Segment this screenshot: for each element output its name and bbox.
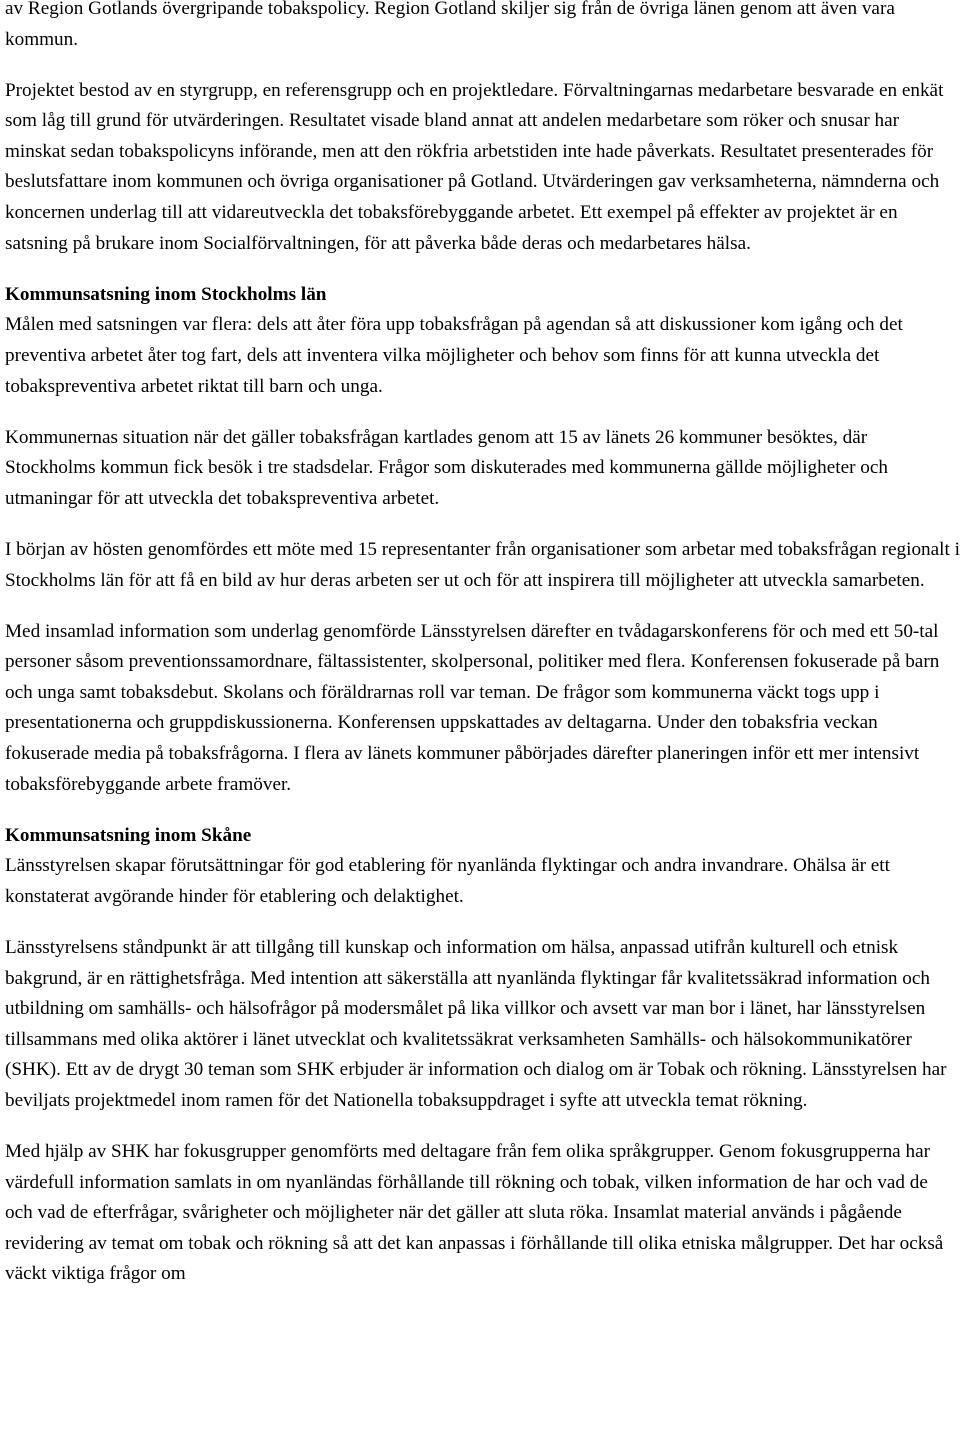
section-stockholm	[5, 280, 960, 402]
paragraph-stockholm-conference: Med insamlad information som underlag genomförde Länsstyrelsen därefter en tvådagarskonferens för och med ett 50-tal personer såsom preventionssamordnare, fältassistenter, skolpersonal, politiker med flera. Konferensen fokuserade på barn och unga samt tobaksdebut. Skolans och föräldrarnas roll var teman. De frågor som kommunerna väckt togs upp i presentationerna och gruppdiskussionerna. Konferensen uppskattades av deltagarna. Under den tobaksfria veckan fokuserade media på tobaksfrågorna. I flera av länets kommuner påbörjades därefter planeringen inför ett mer intensivt tobaksförebyggande arbete framöver.	[5, 620, 940, 795]
section-heading-stockholm: Kommunsatsning inom Stockholms län	[5, 283, 327, 305]
paragraph-gotland-project: Projektet bestod av en styrgrupp, en referensgrupp och en projektledare. Förvaltningarnas medarbetare besvarade en enkät som låg till grund för utvärderingen. Resultatet visade bland annat att andelen medarbetare som röker och snusar har minskat sedan tobakspolicyns införande, men att den rökfria arbetstiden inte hade påverkats. Resultatet presenterades för beslutsfattare inom kommunen och övriga organisationer på Gotland. Utvärderingen gav verksamheterna, nämnderna och koncernen underlag till att vidareutveckla det tobaksförebyggande arbetet. Ett exempel på effekter av projektet är en satsning på brukare inom Socialförvaltningen, för att påverka både deras och medarbetares hälsa.	[5, 79, 944, 254]
paragraph-stockholm-goals: Målen med satsningen var flera: dels att åter föra upp tobaksfrågan på agendan så att diskussioner kom igång och det preventiva arbetet åter tog fart, dels att inventera vilka möjligheter och behov som finns för att kunna utveckla det tobakspreventiva arbetet riktat till barn och unga.	[5, 314, 903, 397]
paragraph-skane-focus-groups: Med hjälp av SHK har fokusgrupper genomförts med deltagare från fem olika språkgrupper. Genom fokusgrupperna har värdefull information samlats in om nyanländas förhållande till rökning och tobak, vilken information de har och vad de och vad de efterfrågar, svårigheter och möjligheter när det gäller att sluta röka. Insamlat material används i pågående revidering av temat om tobak och rökning så att det kan anpassas i förhållande till olika etniska målgrupper. Det har också väckt viktiga frågor om	[5, 1141, 944, 1285]
section-skane	[5, 821, 960, 913]
document-page	[5, 0, 960, 1310]
paragraph-gotland-policy: av Region Gotlands övergripande tobakspolicy. Region Gotland skiljer sig från de övriga länen genom att även vara kommun.	[5, 0, 895, 50]
paragraph-skane-shk: Länsstyrelsens ståndpunkt är att tillgång till kunskap och information om hälsa, anpassad utifrån kulturell och etnisk bakgrund, är en rättighetsfråga. Med intention att säkerställa att nyanlända flyktingar får kvalitetssäkrad information och utbildning om samhälls- och hälsofrågor på modersmålet på lika villkor och avsett var man bor i länet, har länsstyrelsen tillsammans med olika aktörer i länet utvecklat och kvalitetssäkrat verksamheten Samhälls- och hälsokommunikatörer (SHK). Ett av de drygt 30 teman som SHK erbjuder är information och dialog om är Tobak och rökning. Länsstyrelsen har beviljats projektmedel inom ramen för det Nationella tobaksuppdraget i syfte att utveckla temat rökning.	[5, 936, 947, 1111]
paragraph-skane-intro: Länsstyrelsen skapar förutsättningar för god etablering för nyanlända flyktingar och andra invandrare. Ohälsa är ett konstaterat avgörande hinder för etablering och delaktighet.	[5, 855, 890, 907]
paragraph-stockholm-survey: Kommunernas situation när det gäller tobaksfrågan kartlades genom att 15 av länets 26 kommuner besöktes, där Stockholms kommun fick besök i tre stadsdelar. Frågor som diskuterades med kommunerna gällde möjligheter och utmaningar för att utveckla det tobakspreventiva arbetet.	[5, 426, 888, 509]
section-heading-skane: Kommunsatsning inom Skåne	[5, 824, 252, 846]
paragraph-stockholm-meeting: I början av hösten genomfördes ett möte med 15 representanter från organisationer som arbetar med tobaksfrågan regionalt i Stockholms län för att få en bild av hur deras arbeten ser ut och för att inspirera till möjligheter att utveckla samarbeten.	[5, 538, 960, 591]
